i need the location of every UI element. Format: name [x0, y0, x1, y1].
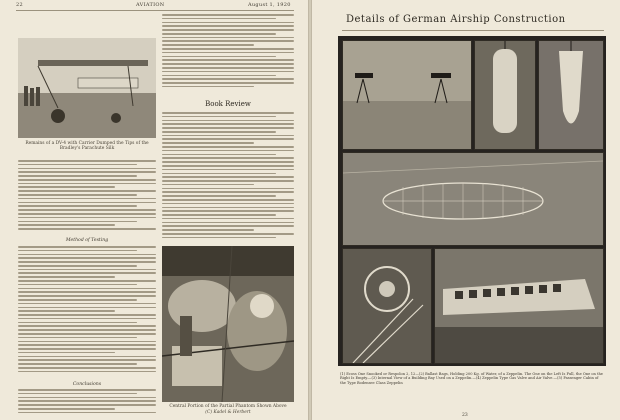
left-header-rule	[16, 10, 294, 11]
left-bottom-photo	[162, 246, 294, 402]
conclusions-heading: Conclusions	[72, 382, 102, 387]
left-page-number: 22	[16, 2, 23, 8]
left-page	[0, 0, 308, 420]
right-page	[312, 0, 620, 420]
right-column-text-a	[162, 14, 294, 92]
left-column-text-a	[18, 160, 156, 236]
left-top-photo-caption: Remains of a DV-4 with Carrier Dumped the Tips of the Bradley's Parachute Silk	[25, 141, 149, 152]
panel-ballast-bag-empty	[538, 40, 604, 150]
panel-ballast-bag-full	[474, 40, 536, 150]
panel-building-bay	[342, 152, 604, 246]
left-column-text-c	[18, 389, 156, 417]
left-bottom-photo-credit: (C) Kadel & Herbert	[205, 410, 251, 415]
photo-montage	[338, 36, 606, 366]
book-review-heading: Book Review	[205, 100, 251, 108]
book-review-text	[162, 112, 294, 242]
engine-cradle-image	[162, 246, 294, 402]
left-bottom-photo-caption: Central Portion of the Partial Phantom Shown Above	[169, 404, 287, 409]
left-header-date: August 1, 1920	[248, 2, 291, 8]
left-column-text-b	[18, 246, 156, 382]
left-top-photo	[18, 38, 156, 138]
panel-gas-valve	[342, 248, 432, 364]
right-page-number: 23	[462, 413, 468, 418]
method-of-testing-heading: Method of Testing	[65, 238, 109, 243]
article-title: Details of German Airship Construction	[346, 14, 566, 25]
title-rule	[342, 30, 604, 31]
biplane-wreck-image	[18, 38, 156, 138]
panel-instruments	[342, 40, 472, 150]
left-header-title: AVIATION	[136, 2, 165, 8]
montage-caption: (1) Ecoss One Snooked or Respolon 2, 12—(2) Ballast Bags, Holding 200 Kg. of Water, of a Zeppelin. The One on the Left Is Full, the One on the Right Is Empty.—(3) Internal View of a Building Bay Used on a Zeppelin.—(4) Zeppelin Type Gas Valve and Air Valve.—(5) Passenger Cabin of the Type Bodensee Class Zeppelin	[340, 372, 603, 385]
panel-passenger-cabin	[434, 248, 604, 364]
